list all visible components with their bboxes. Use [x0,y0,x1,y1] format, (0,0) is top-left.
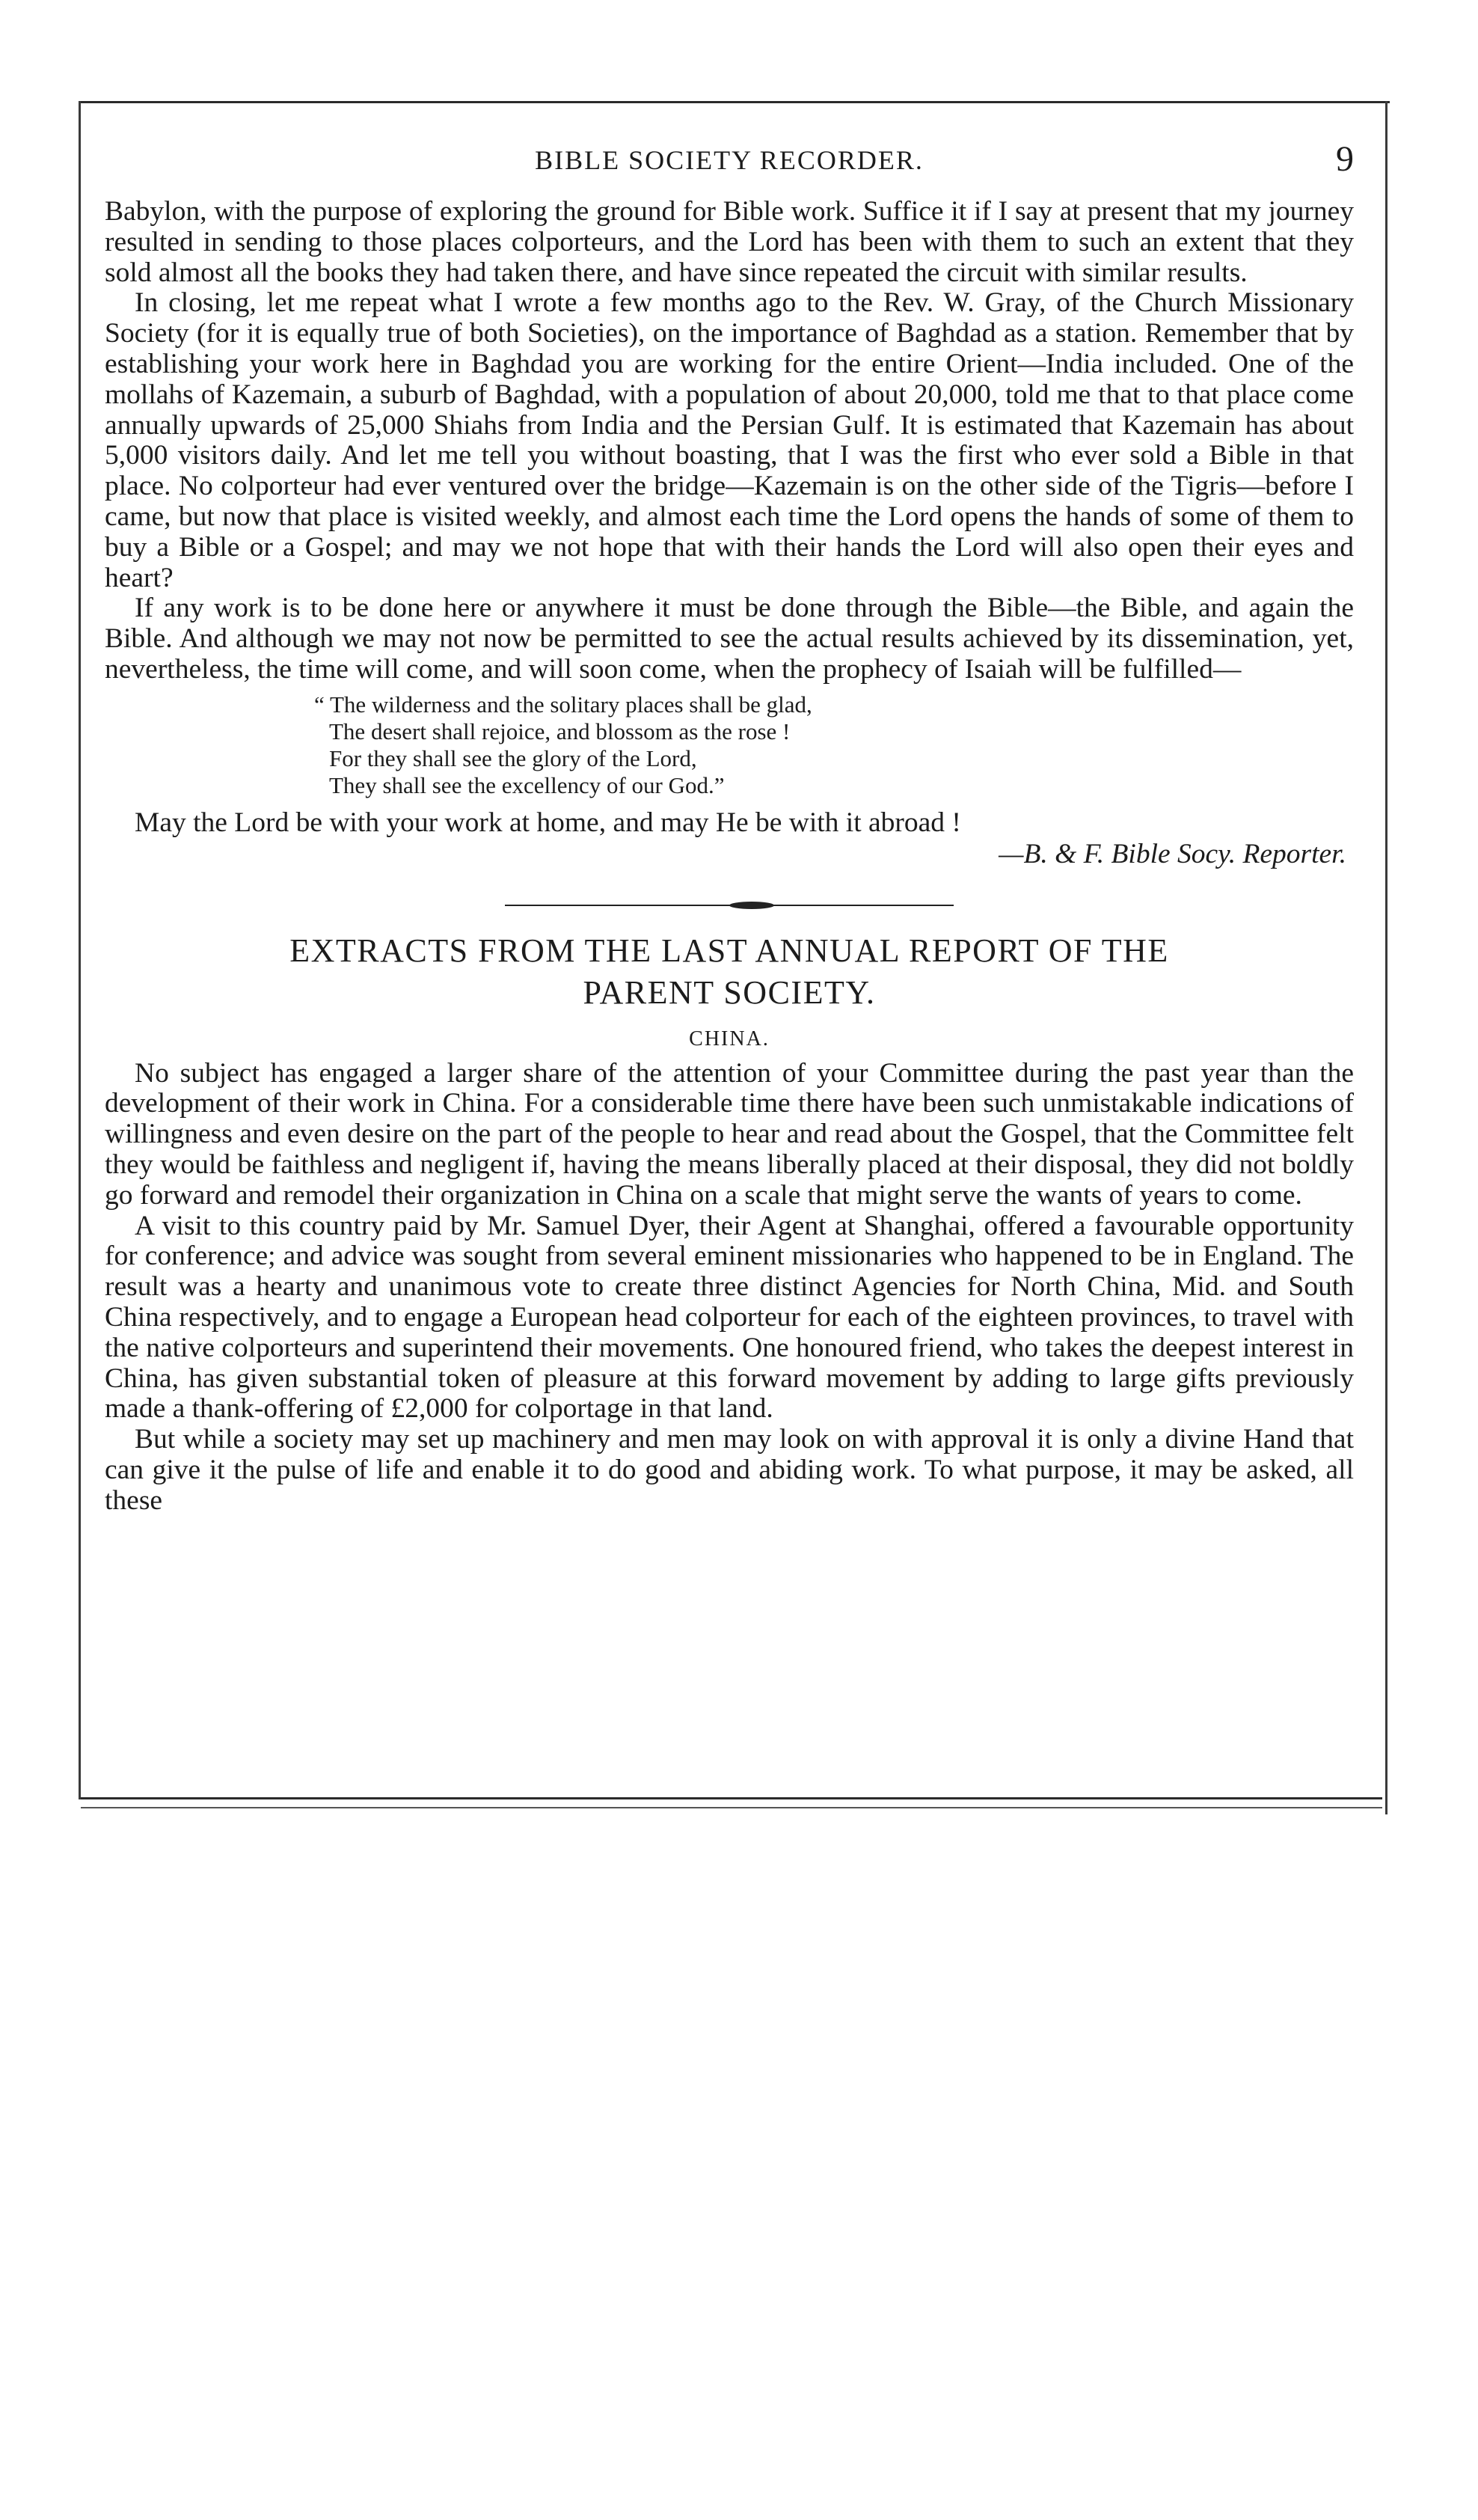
paragraph: If any work is to be done here or anywhere it must be done through the Bible—the Bible, and again the Bible. And although we may not now be permitted to see the actual results achieved by its dissemination, yet, nevertheless, the time will come, and will soon come, when the prophecy of Isaiah will be fulfilled— [105,593,1354,685]
paragraph: In closing, let me repeat what I wrote a few months ago to the Rev. W. Gray, of the Church Missionary Society (for it is equally true of both Societies), on the importance of Baghdad as a station. Remember that by establishing your work here in Baghdad you are working for the entire Orient—India included. One of the mollahs of Kazemain, a suburb of Baghdad, with a population of about 20,000, told me that to that place come annually upwards of 25,000 Shiahs from India and the Persian Gulf. It is estimated that Kazemain has about 5,000 visitors daily. And let me tell you without boasting, that I was the first who ever sold a Bible in that place. No colporteur had ever ventured over the bridge—Kazemain is on the other side of the Tigris—before I came, but now that place is visited weekly, and almost each time the Lord opens the hands of some of them to buy a Bible or a Gospel; and may we not hope that with their hands the Lord will also open their eyes and heart? [105,287,1354,593]
section-heading [105,930,1354,1014]
source-attribution: —B. & F. Bible Socy. Reporter. [999,838,1346,869]
poem-line: They shall see the excellency of our God.” [329,771,725,798]
paragraph: Babylon, with the purpose of exploring the ground for Bible work. Suffice it if I say at present that my journey resulted in sending to those places colporteurs, and the Lord has been with them to such an extent that they sold almost all the books they had taken there, and have since repeated the circuit with similar results. [105,196,1354,288]
paragraph: A visit to this country paid by Mr. Samuel Dyer, their Agent at Shanghai, offered a favourable opportunity for conference; and advice was sought from several eminent missionaries who happened to be in England. The result was a hearty and unanimous vote to create three distinct Agencies for North China, Mid. and South China respectively, and to engage a European head colporteur for each of the eighteen provinces, to travel with the native colporteurs and superintend their movements. One honoured friend, who takes the deepest interest in China, has given substantial token of pleasure at this forward movement by adding to large gifts previously made a thank-offering of £2,000 for colportage in that land. [105,1210,1354,1425]
section-heading-line: EXTRACTS FROM THE LAST ANNUAL REPORT OF THE [289,932,1169,969]
page-number: 9 [1336,139,1354,179]
poem-quotation [314,691,1354,799]
page-content [105,138,1354,1517]
frame-right-rule [1385,101,1387,1814]
closing-line: May the Lord be with your work at home, and may He be with it abroad ! [135,807,961,838]
running-title: BIBLE SOCIETY RECORDER. [535,145,924,175]
section-divider [105,900,1354,911]
article-baghdad [105,197,1354,870]
frame-bottom-rule [81,1797,1382,1799]
divider-ornament [729,902,774,909]
poem-line: “ The wilderness and the solitary places shall be glad, [314,691,812,718]
frame-left-rule [79,101,81,1799]
article-annual-report [105,930,1354,1517]
frame-bottom-rule-secondary [81,1807,1382,1808]
poem-line: The desert shall rejoice, and blossom as the rose ! [329,718,791,744]
running-head [105,138,1354,183]
poem-line: For they shall see the glory of the Lord, [329,744,697,771]
paragraph: No subject has engaged a larger share of the attention of your Committee during the past year than the development of their work in China. For a considerable time there have been such unmistakable indications of willingness and even desire on the part of the people to hear and read about the Gospel, that the Committee felt they would be faithless and negligent if, having the means liberally placed at their disposal, they did not boldly go forward and remodel their organization in China on a scale that might serve the wants of years to come. [105,1057,1354,1211]
section-heading-line: PARENT SOCIETY. [583,973,876,1011]
paragraph: But while a society may set up machinery and men may look on with approval it is only a divine Hand that can give it the pulse of life and enable it to do good and abiding work. To what purpose, it may be asked, all these [105,1424,1354,1516]
subheading-china: CHINA. [689,1027,770,1050]
frame-top-rule [81,101,1390,103]
